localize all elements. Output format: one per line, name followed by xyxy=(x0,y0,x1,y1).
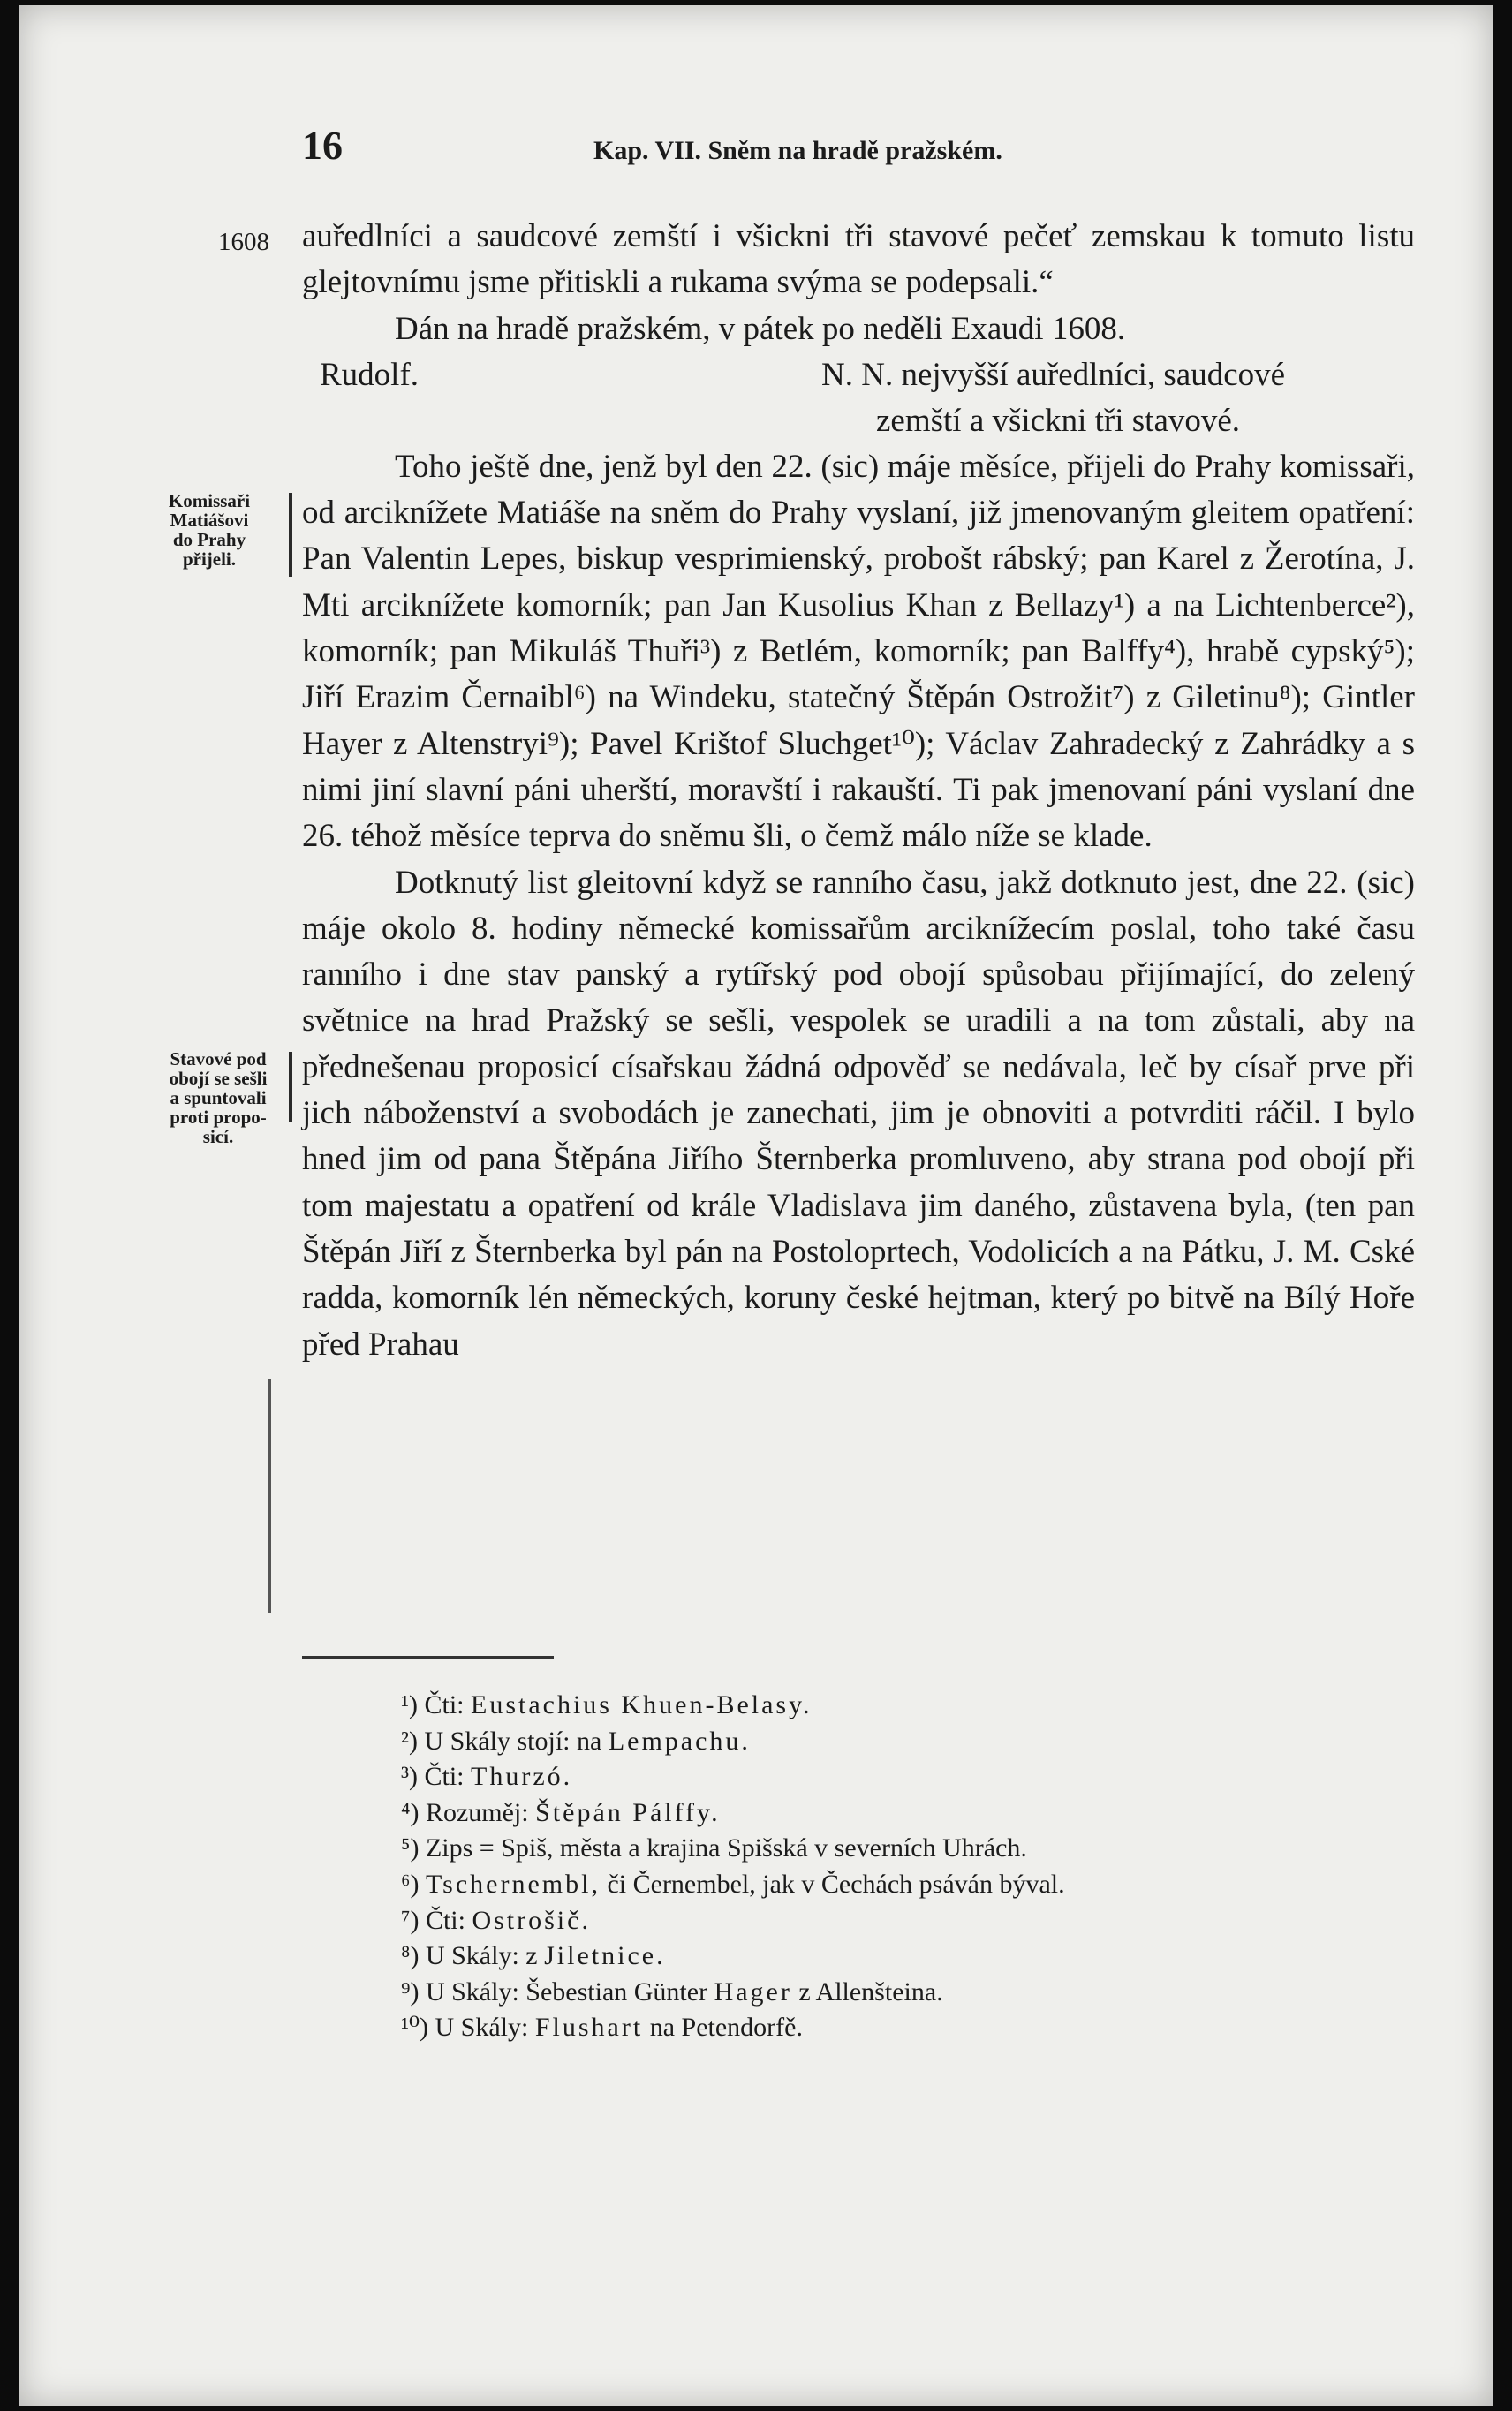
footnote-name: Thurzó. xyxy=(471,1762,573,1792)
signature-officials: N. N. nejvyšší auředlníci, saudcové xyxy=(821,356,1286,393)
margin-line: Matiášovi xyxy=(170,510,249,531)
paragraph-commissioners: Toho ještě dne, jenž byl den 22. (sic) máje měsíce, přijeli do Prahy komissaři, od arciknížete Matiáše na sněm do Prahy vyslaní, již jmenovaným gleitem opatření: Pan Valentin Lepes, biskup vesprimienský, probošt rábský; pan Karel z Žerotína, J. Mti arciknížete komorník; pan Jan Kusolius Khan z Bellazy¹) a na Lichtenberce²), komorník; pan Mikuláš Thuři³) z Betlém, komorník; pan Balffy⁴), hrabě cypský⁵); Jiří Erazim Černaibl⁶) na Windeku, statečný Štěpán Ostrožit⁷) z Giletinu⁸); Gintler Hayer z Altenstryi⁹); Pavel Krištof Sluchget¹⁰); Václav Zahradecký z Zahrádky a s nimi jiní slavní páni uherští, moravští i rakauští. Ti pak jmenovaní páni vyslaní dne 26. téhož měsíce teprva do sněmu šli, o čemž málo níže se klade. xyxy=(302,448,1415,855)
signature-line-2 xyxy=(302,398,1415,444)
footnote xyxy=(401,1975,1417,2011)
margin-year: 1608 xyxy=(218,228,269,256)
running-title: Kap. VII. Sněm na hradě pražském. xyxy=(593,136,1002,165)
footnote-number: ²) xyxy=(401,1726,418,1756)
footnote-number: ⁴) xyxy=(401,1797,420,1827)
footnote-number: ⁹) xyxy=(401,1976,420,2007)
footnote-number: ⁵) xyxy=(401,1833,420,1863)
signature-estates: zemští a všickni tři stavové. xyxy=(876,402,1241,439)
footnote-text: či Černembel, jak v Čechách psáván býval. xyxy=(607,1869,1065,1899)
date-line: Dán na hradě pražském, v pátek po neděli Exaudi 1608. xyxy=(395,310,1126,347)
footnote xyxy=(401,1867,1417,1903)
footnote-text: U Skály: xyxy=(435,2013,529,2043)
margin-line: přijeli. xyxy=(182,548,237,570)
footnote-text: Rozuměj: xyxy=(425,1797,529,1827)
footnote-number: ⁶) xyxy=(401,1869,420,1899)
margin-line: Komissaři xyxy=(168,490,251,511)
footnote-text: U Skály: Šebestian Günter xyxy=(425,1976,708,2007)
signature-rudolf: Rudolf. xyxy=(320,356,420,393)
page-number: 16 xyxy=(302,123,343,168)
footnote-text: Zips = Spiš, města a krajina Spišská v severních Uhrách. xyxy=(425,1833,1027,1863)
signature-line xyxy=(302,352,1415,398)
footnotes xyxy=(401,1688,1417,2046)
footnote-number: ¹) xyxy=(401,1690,418,1719)
paragraph: auředlníci a saudcové zemští i všickni tři stavové pečeť zemskau k tomuto listu glejtovnímu jsme přitiskli a rukama svýma se podepsali.“ xyxy=(302,218,1415,301)
footnote-rule xyxy=(302,1656,554,1659)
footnote xyxy=(401,1688,1417,1724)
footnote xyxy=(401,1903,1417,1939)
footnote-text: Čti: xyxy=(424,1690,465,1719)
footnote-name: Štěpán Pálffy. xyxy=(535,1797,721,1827)
footnote-number: ³) xyxy=(401,1762,418,1792)
margin-line: sicí. xyxy=(202,1126,234,1147)
footnote-name: Tschernembl, xyxy=(425,1869,601,1899)
footnote-text: na Petendorfě. xyxy=(649,2013,803,2043)
page-header xyxy=(19,122,1493,175)
footnote-text: U Skály stojí: na xyxy=(424,1726,602,1756)
footnote-name: Jiletnice. xyxy=(544,1941,666,1971)
margin-bracket xyxy=(289,493,292,577)
margin-line: a spuntovali xyxy=(170,1087,267,1108)
main-text xyxy=(302,214,1415,1368)
footnote-number: ¹⁰) xyxy=(401,2013,429,2043)
footnote-number: ⁸) xyxy=(401,1941,420,1971)
margin-line: proti propo- xyxy=(170,1107,267,1128)
paragraph-estates: Dotknutý list gleitovní když se ranního času, jakž dotknuto jest, dne 22. (sic) máje okolo 8. hodiny německé komissařům arciknížecím poslal, toho také času ranního i dne stav panský a rytířský pod obojí spůsobau přijímající, do zelený světnice na hrad Pražský se sešli, vespolek se uradili a na tom zůstali, aby na přednešenau proposicí císařskau žádná odpověď se nedávala, leč by císař prve při jich náboženství a svobodách je zanechati, jim je obnoviti a potvrditi ráčil. I bylo hned jim od pana Štěpána Jiřího Šternberka promluveno, aby strana pod obojí při tom majestatu a opatření od krále Vladislava jim daného, zůstavena byla, (ten pan Štěpán Jiří z Šternberka byl pán na Postoloprtech, Vodolicích a na Pátku, J. M. Cské radda, komorník lén německých, koruny české hejtman, který po bitvě na Bílý Hoře před Prahau xyxy=(302,864,1415,1363)
footnote-name: Ostrošič. xyxy=(472,1905,591,1935)
book-page xyxy=(19,5,1493,2406)
margin-line-mark xyxy=(268,1379,271,1613)
footnote-text: z Allenšteina. xyxy=(798,1976,943,2007)
footnote xyxy=(401,1939,1417,1975)
footnote-text: Čti: xyxy=(425,1905,465,1935)
margin-line: obojí se sešli xyxy=(169,1068,268,1089)
footnote xyxy=(401,1795,1417,1832)
margin-line: Stavové pod xyxy=(170,1048,267,1069)
footnote-text: Čti: xyxy=(424,1762,465,1792)
footnote xyxy=(401,2010,1417,2046)
margin-line: do Prahy xyxy=(172,529,246,550)
footnote xyxy=(401,1831,1417,1867)
footnote xyxy=(401,1724,1417,1760)
footnote-name: Hager xyxy=(714,1976,792,2007)
footnote-name: Lempachu. xyxy=(608,1726,751,1756)
footnote-name: Flushart xyxy=(534,2013,644,2043)
footnote-number: ⁷) xyxy=(401,1905,420,1935)
footnote xyxy=(401,1759,1417,1795)
margin-note-estates xyxy=(147,1049,289,1146)
footnote-text: U Skály: z xyxy=(425,1941,538,1971)
footnote-name: Eustachius Khuen-Belasy. xyxy=(471,1690,813,1719)
margin-bracket xyxy=(289,1052,292,1122)
margin-note-commissioners xyxy=(156,491,262,569)
